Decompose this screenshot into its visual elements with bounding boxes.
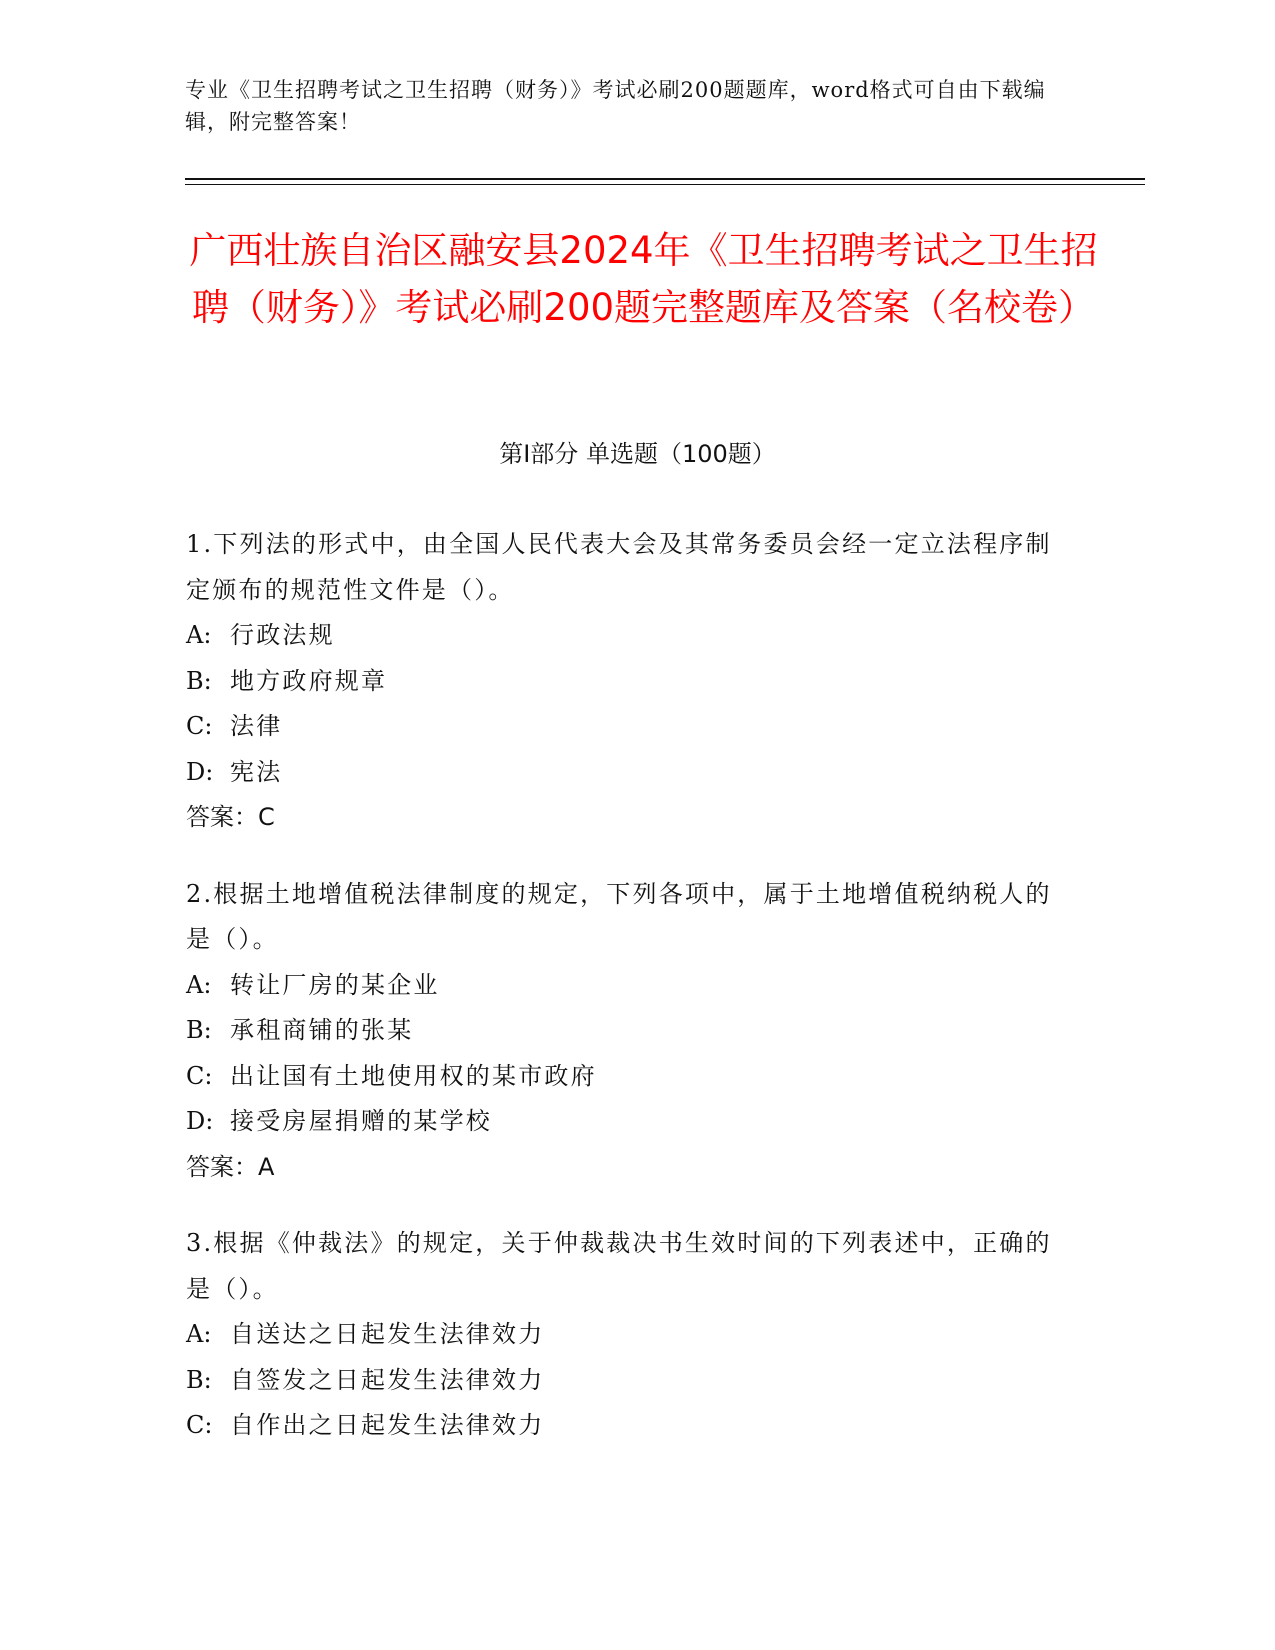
question-3 — [186, 1221, 1066, 1449]
question-stem: 2.根据土地增值税法律制度的规定，下列各项中，属于土地增值税纳税人的是（）。 — [186, 879, 1052, 953]
header-divider-thick — [185, 178, 1145, 180]
option-text: 承租商铺的张某 — [230, 1016, 414, 1044]
option-text: 转让厂房的某企业 — [230, 970, 440, 999]
option-d — [186, 750, 1066, 796]
option-key: A: — [186, 621, 212, 649]
question-stem: 3.根据《仲裁法》的规定，关于仲裁裁决书生效时间的下列表述中，正确的是（）。 — [186, 1229, 1052, 1303]
option-a — [186, 613, 1066, 659]
option-b — [186, 1358, 1066, 1404]
option-a — [186, 1312, 1066, 1358]
option-text: 法律 — [230, 712, 283, 740]
option-b — [186, 1008, 1066, 1054]
question-2 — [186, 872, 1066, 1191]
option-key: A: — [186, 970, 212, 999]
section-heading: 第Ⅰ部分 单选题（100题） — [499, 440, 776, 468]
option-c — [186, 1054, 1066, 1100]
option-text: 地方政府规章 — [230, 666, 388, 695]
option-d — [186, 1099, 1066, 1145]
option-key: D: — [186, 757, 214, 786]
question-list — [186, 522, 1066, 1480]
option-text: 自作出之日起发生法律效力 — [230, 1411, 545, 1439]
option-key: A: — [186, 1320, 212, 1348]
option-text: 接受房屋捐赠的某学校 — [230, 1107, 492, 1135]
option-key: B: — [186, 1365, 212, 1394]
header-divider-thin — [185, 184, 1145, 185]
option-a — [186, 963, 1066, 1009]
header-note: 专业《卫生招聘考试之卫生招聘（财务）》考试必刷200题题库，word格式可自由下载编辑，附完整答案！ — [185, 78, 1046, 134]
option-text: 出让国有土地使用权的某市政府 — [230, 1061, 597, 1090]
option-text: 自送达之日起发生法律效力 — [230, 1320, 545, 1348]
option-c — [186, 704, 1066, 750]
option-text: 宪法 — [230, 757, 283, 786]
option-key: B: — [186, 666, 212, 695]
option-text: 自签发之日起发生法律效力 — [230, 1365, 545, 1394]
option-b — [186, 659, 1066, 705]
option-c — [186, 1403, 1066, 1449]
option-key: D: — [186, 1107, 214, 1135]
question-stem: 1.下列法的形式中，由全国人民代表大会及其常务委员会经一定立法程序制定颁布的规范性文件是（）。 — [186, 530, 1052, 604]
option-key: C: — [186, 1061, 213, 1090]
document-title: 广西壮族自治区融安县2024年《卫生招聘考试之卫生招聘（财务）》考试必刷200题完整题库及答案（名校卷） — [189, 229, 1098, 329]
answer: 答案：C — [186, 803, 275, 831]
answer: 答案：A — [186, 1152, 275, 1181]
option-text: 行政法规 — [230, 621, 335, 649]
option-key: B: — [186, 1016, 212, 1044]
question-1 — [186, 522, 1066, 841]
option-key: C: — [186, 712, 213, 740]
option-key: C: — [186, 1411, 213, 1439]
